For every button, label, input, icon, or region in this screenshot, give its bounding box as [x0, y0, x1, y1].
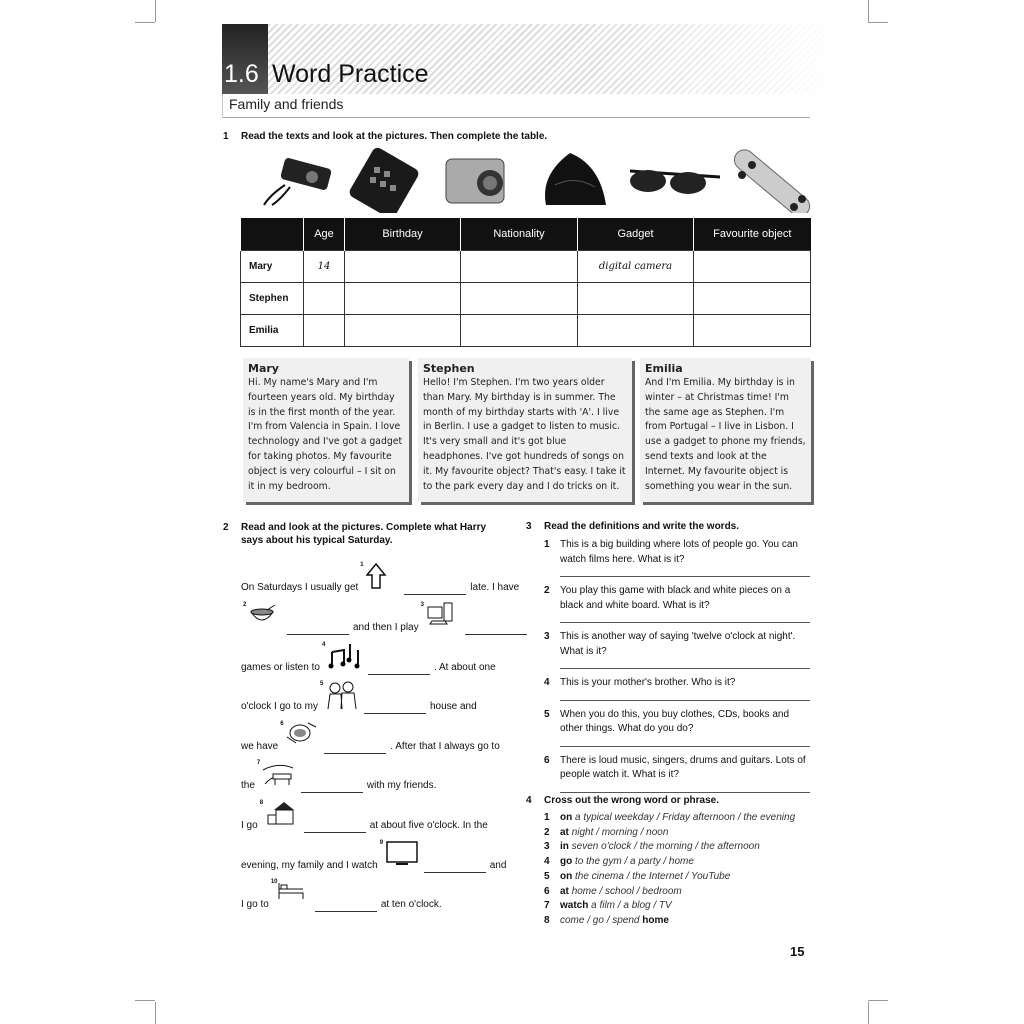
item-number: 3 [544, 841, 550, 853]
clue-number: 1 [360, 562, 364, 568]
definition-item [544, 630, 810, 659]
text-box-body: And I'm Emilia. My birthday is in winter – at Christmas time! I'm the same age as Stephen. I'm from Portugal – I live in Lisbon. I use a gadget to phone my friends, send texts and look at the Internet. My favourite object is something you wear in the sun. [645, 377, 806, 492]
text-box-stephen [418, 358, 632, 502]
exercise-3-instruction: 3 Read the definitions and write the words. [526, 521, 740, 532]
options[interactable]: home / school / bedroom [571, 885, 682, 897]
item-content [560, 811, 795, 826]
clue-number: 10 [270, 879, 278, 885]
text-box-name: Mary [248, 362, 279, 375]
page-subtitle: Family and friends [229, 96, 344, 112]
lunch-plate-icon [286, 721, 318, 751]
column-header: Gadget [578, 218, 694, 250]
item-content [560, 899, 672, 914]
sentence-text: we have [241, 741, 279, 752]
answer-blank[interactable] [304, 832, 366, 833]
sentence-line [241, 602, 531, 635]
exercise-1-instruction: 1 Read the texts and look at the pictures. Then complete the table. [223, 131, 548, 142]
age-cell[interactable] [304, 314, 345, 346]
definition-item [544, 538, 810, 567]
birthday-cell[interactable] [345, 282, 461, 314]
unit-number: 1.6 [224, 60, 259, 88]
picture-clue [360, 562, 398, 595]
answer-blank[interactable] [364, 713, 426, 714]
birthday-cell[interactable] [345, 250, 461, 282]
clue-number: 3 [420, 602, 424, 608]
clue-number: 5 [319, 681, 324, 687]
text-box-body: Hello! I'm Stephen. I'm two years older than Mary. My birthday is in summer. The month of my birthday starts with 'A'. I live in Berlin. I use a gadget to listen to music. It's very small and it's got blue headphones. I've got hundreds of songs on it. My favourite object? That's easy. I take it to the park every day and I do tricks on it. [423, 377, 626, 492]
sentence-text: and [489, 860, 507, 871]
sentence-line [241, 800, 488, 833]
sentence-text: and then I play [353, 622, 419, 633]
picture-clue [321, 642, 362, 675]
definition-item [544, 754, 810, 783]
text-box-name: Stephen [423, 362, 475, 375]
clue-number: 9 [379, 840, 384, 846]
column-header: Age [304, 218, 345, 250]
music-notes-icon [328, 642, 362, 672]
house-icon [266, 800, 298, 830]
item-content [560, 840, 760, 855]
definition-text: This is your mother's brother. Who is it? [560, 677, 736, 688]
answer-blank[interactable] [324, 753, 386, 754]
keyword: at [560, 826, 569, 838]
keyword: go [560, 856, 573, 868]
item-content [560, 885, 682, 900]
cross-out-item [544, 840, 810, 855]
item-number: 3 [544, 631, 550, 642]
sentence-line [241, 840, 507, 873]
computer-icon [427, 602, 459, 632]
keyword: at [560, 885, 569, 897]
clue-number: 4 [321, 642, 326, 648]
answer-blank[interactable] [404, 594, 466, 595]
item-number: 6 [544, 754, 550, 766]
options[interactable]: seven o'clock / the morning / the afternoon [571, 841, 760, 853]
info-table [240, 218, 811, 347]
park-bench-icon [263, 760, 295, 790]
keyword: in [560, 841, 569, 853]
exercise-2-instruction: 2 Read and look at the pictures. Complete what Harry says about his typical Saturday. [223, 522, 487, 546]
crop-mark [135, 1000, 155, 1001]
crop-mark [135, 22, 155, 23]
cereal-bowl-icon [249, 602, 281, 632]
options[interactable]: come / go / spend [560, 914, 640, 926]
cross-out-item [544, 811, 810, 826]
answer-blank[interactable] [368, 674, 430, 675]
definition-item [544, 708, 810, 737]
mp3-player-icon [264, 157, 332, 205]
item-number: 1 [544, 812, 550, 823]
column-header: Birthday [345, 218, 461, 250]
sentence-text: games or listen to [241, 662, 320, 673]
clue-number: 8 [259, 800, 264, 806]
options[interactable]: a film / a blog / TV [591, 900, 672, 912]
sentence-text: I go [241, 820, 258, 831]
item-number: 2 [544, 585, 550, 596]
answer-line[interactable] [560, 622, 810, 623]
picture-clue [270, 879, 309, 912]
up-arrow-icon [366, 562, 398, 592]
definition-text: There is loud music, singers, drums and guitars. Lots of people watch it. What is it? [560, 754, 806, 780]
options[interactable]: the cinema / the Internet / YouTube [575, 870, 731, 882]
row-name: Mary [241, 250, 304, 282]
column-header: Nationality [461, 218, 578, 250]
cross-out-item [544, 870, 810, 885]
item-number: 8 [544, 914, 550, 926]
gadget-pictures [250, 145, 810, 213]
table-row [241, 250, 811, 282]
definition-item [544, 676, 810, 691]
age-cell[interactable]: 14 [304, 250, 345, 282]
item-number: 6 [544, 885, 550, 897]
item-number: 4 [544, 677, 550, 688]
crop-mark [868, 0, 869, 22]
options[interactable]: to the gym / a party / home [575, 856, 694, 868]
item-number: 5 [544, 870, 550, 882]
item-number: 7 [544, 900, 550, 912]
cross-out-item [544, 914, 810, 929]
item-content [560, 914, 669, 929]
tv-icon [386, 840, 418, 870]
item-content [560, 855, 694, 870]
sentence-text: at ten o'clock. [380, 899, 442, 910]
sentence-text: at about five o'clock. In the [369, 820, 488, 831]
text-box-name: Emilia [645, 362, 683, 375]
answer-blank[interactable] [287, 634, 349, 635]
page-number: 15 [790, 944, 805, 959]
cross-out-item [544, 899, 810, 914]
cross-out-item [544, 855, 810, 870]
options[interactable]: a typical weekday / Friday afternoon / the evening [575, 812, 796, 823]
table-row [241, 314, 811, 346]
sentence-text: house and [429, 701, 477, 712]
item-number: 2 [544, 826, 550, 838]
sentence-text: the [241, 780, 255, 791]
exercise-4-instruction: 4 Cross out the wrong word or phrase. [526, 795, 720, 806]
picture-clue [379, 840, 418, 873]
crop-mark [155, 1002, 156, 1024]
sentence-text: with my friends. [366, 780, 437, 791]
sentence-text: On Saturdays I usually get [241, 582, 359, 593]
answer-blank[interactable] [424, 872, 486, 873]
answer-blank[interactable] [465, 634, 527, 635]
nationality-cell[interactable] [461, 282, 578, 314]
nationality-cell[interactable] [461, 250, 578, 282]
cross-out-item [544, 885, 810, 900]
answer-line[interactable] [560, 700, 810, 701]
picture-clue [243, 602, 281, 635]
text-box-emilia [640, 358, 811, 502]
crop-mark [868, 1002, 869, 1024]
table-row [241, 282, 811, 314]
picture-clue [420, 602, 459, 635]
row-name: Emilia [241, 314, 304, 346]
sentence-line [241, 681, 477, 714]
item-content [560, 826, 668, 841]
sentence-text: . After that I always go to [390, 741, 500, 752]
picture-clue [319, 681, 358, 714]
sentence-text: . At about one [433, 662, 496, 673]
definition-text: This is another way of saying 'twelve o'clock at night'. What is it? [560, 631, 796, 657]
favourite-cell[interactable] [694, 282, 811, 314]
column-header: Favourite object [694, 218, 811, 250]
exercise-4-list [544, 811, 810, 929]
sentence-text: I go to [241, 899, 269, 910]
skateboard-icon [730, 146, 810, 213]
sentence-text: late. I have [470, 582, 520, 593]
clue-number: 7 [256, 760, 261, 766]
gadget-cell[interactable] [578, 314, 694, 346]
age-cell[interactable] [304, 282, 345, 314]
item-number: 5 [544, 708, 550, 720]
beanbag-icon [545, 153, 606, 205]
row-name: Stephen [241, 282, 304, 314]
answer-line[interactable] [560, 576, 810, 577]
item-number: 4 [544, 856, 550, 868]
crop-mark [868, 22, 888, 23]
page-title: Word Practice [272, 60, 429, 88]
column-header [241, 218, 304, 250]
options[interactable]: night / morning / noon [571, 826, 669, 838]
favourite-cell[interactable] [694, 250, 811, 282]
picture-clue [280, 721, 318, 754]
answer-line[interactable] [560, 746, 810, 747]
clue-number: 2 [243, 602, 247, 608]
crop-mark [868, 1000, 888, 1001]
picture-clue [256, 760, 295, 793]
sentence-text: o'clock I go to my [241, 701, 318, 712]
answer-blank[interactable] [315, 911, 377, 912]
definition-item [544, 584, 810, 613]
sentence-line [241, 562, 520, 595]
sentence-text: evening, my family and I watch [241, 860, 378, 871]
sunglasses-icon [630, 170, 720, 194]
bed-icon [277, 879, 309, 909]
nationality-cell[interactable] [461, 314, 578, 346]
text-box-mary [243, 358, 409, 502]
answer-line[interactable] [560, 668, 810, 669]
clue-number: 6 [280, 721, 284, 727]
item-content [560, 870, 730, 885]
answer-line[interactable] [560, 792, 810, 793]
sentence-line [241, 760, 437, 793]
keyword: on [560, 870, 573, 882]
digital-camera-icon [446, 159, 504, 203]
keyword: on [560, 812, 573, 823]
definition-text: When you do this, you buy clothes, CDs, books and other things. What do you do? [560, 708, 790, 734]
gadget-cell[interactable]: digital camera [578, 250, 694, 282]
sentence-line [241, 721, 500, 754]
birthday-cell[interactable] [345, 314, 461, 346]
definition-text: You play this game with black and white pieces on a black and white board. What is it? [560, 585, 791, 611]
keyword: watch [560, 900, 589, 912]
sentence-line [241, 642, 496, 675]
smartphone-icon [347, 146, 420, 213]
keyword: home [642, 914, 669, 926]
text-box-body: Hi. My name's Mary and I'm fourteen years old. My birthday is in the first month of the year. I'm from Valencia in Spain. I love technology and I've got a gadget for taking photos. My favourite object is very colourful – I sit on it in my bedroom. [248, 377, 403, 492]
favourite-cell[interactable] [694, 314, 811, 346]
answer-blank[interactable] [301, 792, 363, 793]
gadget-cell[interactable] [578, 282, 694, 314]
item-number: 1 [544, 539, 550, 550]
definition-text: This is a big building where lots of people go. You can watch films here. What is it? [560, 539, 798, 565]
exercise-3-list [544, 538, 810, 800]
crop-mark [155, 0, 156, 22]
cross-out-item [544, 826, 810, 841]
grandparents-icon [326, 681, 358, 711]
sentence-line [241, 879, 442, 912]
picture-clue [259, 800, 298, 833]
